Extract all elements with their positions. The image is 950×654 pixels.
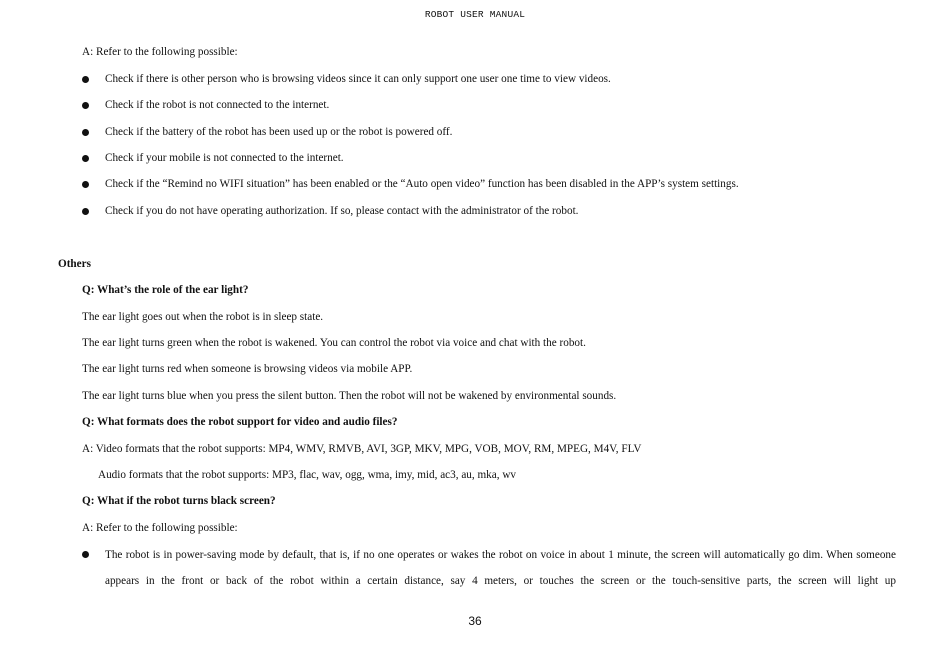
- question-heading: Q: What’s the role of the ear light?: [82, 284, 249, 296]
- bullet-icon: [82, 181, 89, 188]
- bullet-icon: [82, 129, 89, 136]
- question-heading: Q: What formats does the robot support for video and audio files?: [82, 416, 398, 428]
- answer-line: Audio formats that the robot supports: MP3, flac, wav, ogg, wma, imy, mid, ac3, au, mka, wv: [98, 469, 517, 481]
- answer-line: The ear light turns blue when you press the silent button. Then the robot will not be wakened by environmental sounds.: [82, 390, 617, 402]
- list-item-text: Check if the robot is not connected to the internet.: [105, 99, 330, 111]
- bullet-icon: [82, 551, 89, 558]
- answer-line: A: Video formats that the robot supports: MP4, WMV, RMVB, AVI, 3GP, MKV, MPG, VOB, MOV, RM, MPEG, M4V, FLV: [82, 443, 642, 455]
- list-item-text: Check if the battery of the robot has been used up or the robot is powered off.: [105, 126, 453, 138]
- list-item-text: Check if the “Remind no WIFI situation” has been enabled or the “Auto open video” function has been disabled in the APP’s system settings.: [105, 178, 739, 190]
- running-header: ROBOT USER MANUAL: [424, 9, 526, 20]
- section-heading: Others: [58, 258, 91, 270]
- answer-intro: A: Refer to the following possible:: [82, 46, 238, 58]
- bullet-icon: [82, 208, 89, 215]
- list-item-text: Check if you do not have operating authorization. If so, please contact with the administrator of the robot.: [105, 205, 579, 217]
- answer-line: The ear light turns red when someone is browsing videos via mobile APP.: [82, 363, 413, 375]
- list-item-text: Check if your mobile is not connected to the internet.: [105, 152, 344, 164]
- list-item: [82, 548, 896, 588]
- list-item-text: Check if there is other person who is browsing videos since it can only support one user one time to view videos.: [105, 73, 611, 85]
- page-number: 36: [468, 614, 482, 628]
- answer-line: The ear light goes out when the robot is in sleep state.: [82, 311, 324, 323]
- answer-intro: A: Refer to the following possible:: [82, 522, 238, 534]
- question-heading: Q: What if the robot turns black screen?: [82, 495, 276, 507]
- bullet-icon: [82, 102, 89, 109]
- answer-line: The ear light turns green when the robot is wakened. You can control the robot via voice and chat with the robot.: [82, 337, 586, 349]
- list-item-text: The robot is in power-saving mode by default, that is, if no one operates or wakes the robot on voice in about 1 minute, the screen will automatically go dim. When someone appears in the front or back of the robot within a certain distance, say 4 meters, or touches the screen or the touch-sensitive parts, the screen will light up: [105, 549, 896, 587]
- bullet-icon: [82, 155, 89, 162]
- bullet-icon: [82, 76, 89, 83]
